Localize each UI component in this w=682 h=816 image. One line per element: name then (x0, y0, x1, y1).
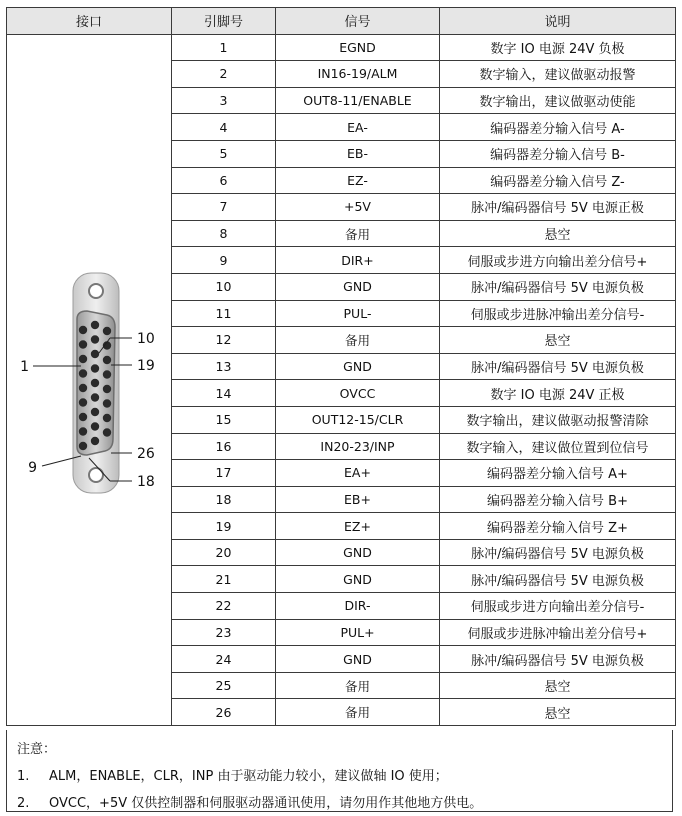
pin-number: 7 (172, 194, 276, 221)
signal-name: 备用 (276, 220, 440, 247)
pin-number: 19 (172, 513, 276, 540)
pin-label-26: 26 (137, 445, 155, 462)
pin-dot (103, 355, 111, 363)
signal-description: 脉冲/编码器信号 5V 电源负极 (440, 273, 676, 300)
signal-description: 编码器差分输入信号 B- (440, 140, 676, 167)
screw-hole-icon (89, 284, 103, 298)
signal-description: 伺服或步进脉冲输出差分信号- (440, 300, 676, 327)
pin-dot (79, 427, 87, 435)
signal-description: 数字输出，建议做驱动使能 (440, 87, 676, 114)
signal-description: 伺服或步进方向输出差分信号- (440, 593, 676, 620)
pin-number: 12 (172, 327, 276, 354)
signal-name: 备用 (276, 327, 440, 354)
header-description: 说明 (440, 8, 676, 35)
signal-name: EA- (276, 114, 440, 141)
signal-name: EB+ (276, 486, 440, 513)
pin-dot (103, 326, 111, 334)
note-number: 2. (17, 796, 30, 811)
header-row (7, 8, 676, 35)
pin-number: 22 (172, 593, 276, 620)
signal-name: GND (276, 646, 440, 673)
pin-dot (91, 335, 99, 343)
pin-number: 18 (172, 486, 276, 513)
signal-name: IN20-23/INP (276, 433, 440, 460)
signal-name: PUL- (276, 300, 440, 327)
pin-dot (91, 422, 99, 430)
pin-number: 15 (172, 406, 276, 433)
signal-description: 数字输出，建议做驱动报警清除 (440, 406, 676, 433)
signal-description: 数字 IO 电源 24V 正极 (440, 380, 676, 407)
notes-title: 注意： (17, 742, 57, 757)
pin-dot (103, 428, 111, 436)
pin-number: 5 (172, 140, 276, 167)
note-text: ALM，ENABLE，CLR，INP 由于驱动能力较小，建议做轴 IO 使用； (49, 769, 448, 784)
signal-name: PUL+ (276, 619, 440, 646)
signal-description: 数字输入，建议做位置到位信号 (440, 433, 676, 460)
pin-label-1: 1 (20, 358, 29, 375)
table-row (7, 34, 676, 61)
note-number: 1. (17, 769, 30, 784)
pin-number: 26 (172, 699, 276, 726)
pin-label-9: 9 (28, 459, 37, 476)
db26-connector-icon (7, 35, 171, 725)
signal-name: 备用 (276, 699, 440, 726)
pin-dot (79, 441, 87, 449)
signal-name: EZ+ (276, 513, 440, 540)
pin-dot (91, 436, 99, 444)
connector-cell (7, 34, 172, 725)
signal-name: EA+ (276, 460, 440, 487)
pin-dot (79, 383, 87, 391)
header-interface: 接口 (7, 8, 172, 35)
signal-name: +5V (276, 194, 440, 221)
signal-description: 伺服或步进方向输出差分信号+ (440, 247, 676, 274)
signal-name: IN16-19/ALM (276, 61, 440, 88)
signal-name: GND (276, 353, 440, 380)
pin-label-18: 18 (137, 473, 155, 490)
pin-dot (103, 413, 111, 421)
signal-description: 数字输入，建议做驱动报警 (440, 61, 676, 88)
signal-name: EZ- (276, 167, 440, 194)
pin-number: 6 (172, 167, 276, 194)
pin-number: 11 (172, 300, 276, 327)
pin-dot (91, 320, 99, 328)
pin-number: 2 (172, 61, 276, 88)
pin-dot (103, 370, 111, 378)
signal-description: 编码器差分输入信号 B+ (440, 486, 676, 513)
pin-dot (103, 384, 111, 392)
pin-number: 25 (172, 672, 276, 699)
signal-description: 脉冲/编码器信号 5V 电源负极 (440, 566, 676, 593)
pin-number: 8 (172, 220, 276, 247)
signal-description: 数字 IO 电源 24V 负极 (440, 34, 676, 61)
pin-number: 13 (172, 353, 276, 380)
signal-description: 脉冲/编码器信号 5V 电源负极 (440, 646, 676, 673)
signal-description: 脉冲/编码器信号 5V 电源负极 (440, 539, 676, 566)
pin-number: 10 (172, 273, 276, 300)
signal-description: 脉冲/编码器信号 5V 电源正极 (440, 194, 676, 221)
pin-number: 9 (172, 247, 276, 274)
signal-description: 编码器差分输入信号 Z+ (440, 513, 676, 540)
signal-description: 编码器差分输入信号 A- (440, 114, 676, 141)
notes-section (6, 730, 673, 812)
pin-dot (79, 369, 87, 377)
signal-description: 伺服或步进脉冲输出差分信号+ (440, 619, 676, 646)
pin-number: 17 (172, 460, 276, 487)
signal-name: GND (276, 539, 440, 566)
signal-description: 脉冲/编码器信号 5V 电源负极 (440, 353, 676, 380)
pinout-table (6, 7, 676, 726)
pin-dot (91, 407, 99, 415)
signal-description: 编码器差分输入信号 Z- (440, 167, 676, 194)
pin-dot (79, 398, 87, 406)
pin-number: 16 (172, 433, 276, 460)
pin-dot (79, 325, 87, 333)
pin-number: 23 (172, 619, 276, 646)
pin-dot (79, 354, 87, 362)
pin-dot (91, 364, 99, 372)
pin-dot (79, 340, 87, 348)
pin-number: 20 (172, 539, 276, 566)
note-item (17, 792, 482, 811)
signal-name: DIR+ (276, 247, 440, 274)
signal-description: 悬空 (440, 672, 676, 699)
header-signal: 信号 (276, 8, 440, 35)
pin-number: 1 (172, 34, 276, 61)
signal-name: GND (276, 273, 440, 300)
signal-description: 悬空 (440, 220, 676, 247)
signal-name: 备用 (276, 672, 440, 699)
signal-name: OUT8-11/ENABLE (276, 87, 440, 114)
pin-label-10: 10 (137, 330, 155, 347)
signal-name: EGND (276, 34, 440, 61)
signal-description: 悬空 (440, 327, 676, 354)
pin-dot (91, 378, 99, 386)
signal-description: 悬空 (440, 699, 676, 726)
pin-number: 14 (172, 380, 276, 407)
note-text: OVCC，+5V 仅供控制器和伺服驱动器通讯使用，请勿用作其他地方供电。 (49, 796, 483, 811)
pin-dot (91, 349, 99, 357)
signal-description: 编码器差分输入信号 A+ (440, 460, 676, 487)
pin-number: 24 (172, 646, 276, 673)
pinout-body (7, 34, 676, 725)
pin-number: 3 (172, 87, 276, 114)
signal-name: EB- (276, 140, 440, 167)
note-item (17, 765, 448, 784)
header-pin: 引脚号 (172, 8, 276, 35)
signal-name: OUT12-15/CLR (276, 406, 440, 433)
pin-number: 4 (172, 114, 276, 141)
pin-dot (103, 399, 111, 407)
pin-label-19: 19 (137, 357, 155, 374)
pin-dot (91, 393, 99, 401)
signal-name: OVCC (276, 380, 440, 407)
signal-name: DIR- (276, 593, 440, 620)
signal-name: GND (276, 566, 440, 593)
screw-hole-icon (89, 468, 103, 482)
pin-dot (79, 412, 87, 420)
pin-number: 21 (172, 566, 276, 593)
